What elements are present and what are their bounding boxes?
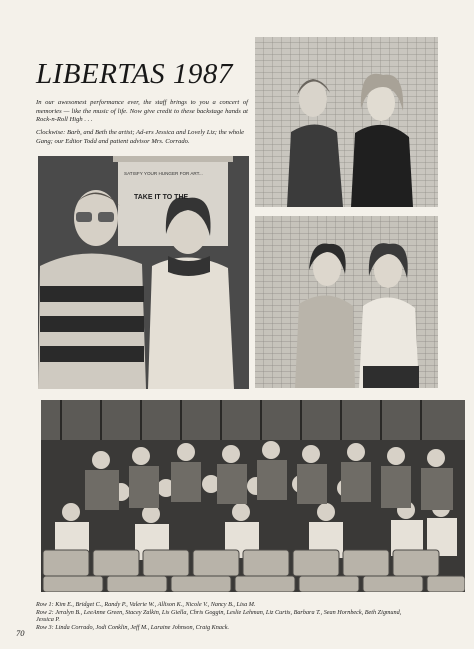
- photo-jessica-and-liz: [255, 216, 438, 388]
- names-row-1: Row 1: Kim E., Bridget C., Randy P., Valerie W., Allison K., Nicole V., Nancy B., Lisa M.: [36, 601, 256, 608]
- names-row-3: Row 3: Linda Corrado, Jodi Conklin, Jeff M., Laraine Johnson, Craig Knack.: [36, 624, 230, 632]
- names-row-2-cont: Jessica P.: [36, 616, 60, 624]
- poster-line-2: TAKE IT TO THE: [134, 194, 189, 201]
- photo-barb-and-beth: [255, 37, 438, 207]
- poster-line-1: SATISFY YOUR HUNGER FOR ART...: [124, 171, 203, 176]
- group-photo-names: [36, 601, 466, 632]
- intro-text: In our awesomest performance ever, the staff brings to you a concert of memories — like the music of life. Now give credit to these backstage hands at Rock-n-Roll High . . .: [36, 99, 248, 124]
- names-row-2: Row 2: Jeralyn B., LeeAnne Green, Stacey Zalkin, Lis Giella, Chris Goggin, Leslie Lehman, Liz Curtis, Barbara T., Sean Hornbeck, Beth Zigmund,: [36, 608, 402, 616]
- photo-whole-staff: [41, 400, 465, 592]
- photo-todd-and-mrs-corrado: [38, 156, 249, 389]
- page-title: LIBERTAS 1987: [36, 58, 233, 90]
- page-number: 70: [16, 628, 25, 638]
- photo-caption: Clockwise: Barb, and Beth the artist; Ad-ers Jessica and Lovely Liz; the whole Gang; our Editor Todd and patient advisor Mrs. Corrado.: [36, 129, 245, 145]
